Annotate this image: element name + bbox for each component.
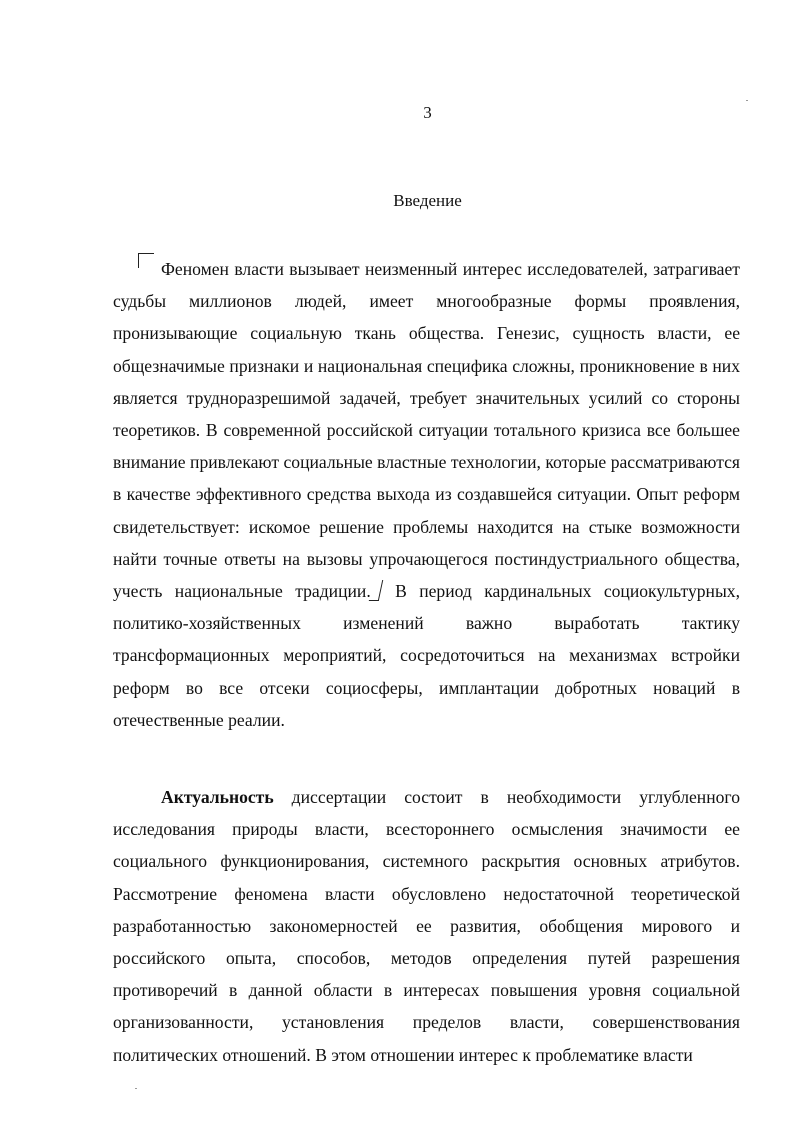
relevance-lead: Актуальность (161, 787, 274, 807)
section-title: Введение (393, 191, 462, 210)
scan-speck (135, 1088, 137, 1089)
intro-paragraph-part1: Феномен власти вызывает неизменный интерес исследователей, затрагивает судьбы миллионов людей, имеет многообразные формы проявления, пронизывающие социальную ткань общества. Генезис, сущность власти, ее общезначимые признаки и национальная специфика сложны, проникновение в них является трудноразрешимой задачей, требует значительных усилий со стороны теоретиков. В современной российской ситуации тотального кризиса все большее внимание привлекают социальные властные технологии, которые рассматриваются в качестве эффективного средства выхода из создавшейся ситуации. Опыт реформ свидетельствует: искомое решение проблемы находится на стыке возможности найти точные ответы на вызовы упрочающегося постиндустриального общества, учесть национальные традиции. (113, 259, 740, 602)
scan-speck (746, 100, 748, 101)
relevance-body: диссертации состоит в необходимости углубленного исследования природы власти, всестороннего осмысления значимости ее социального функционирования, системного раскрытия основных атрибутов. Рассмотрение феномена власти обусловлено недостаточной теоретической разработанностью закономерностей ее развития, обобщения мирового и российского опыта, способов, методов определения путей разрешения противоречий в данной области в интересах повышения уровня социальной организованности, установления пределов власти, совершенствования политических отношений. В этом отношении интерес к проблематике власти (113, 787, 740, 1065)
relevance-paragraph (113, 781, 740, 1071)
intro-paragraph-part2: В период кардинальных социокультурных, политико-хозяйственных изменений важно выработать тактику трансформационных мероприятий, сосредоточиться на механизмах встройки реформ во все отсеки социосферы, имплантации добротных новаций в отечественные реалии. (113, 581, 740, 730)
page-number: 3 (423, 103, 432, 122)
intro-paragraph (113, 253, 740, 736)
